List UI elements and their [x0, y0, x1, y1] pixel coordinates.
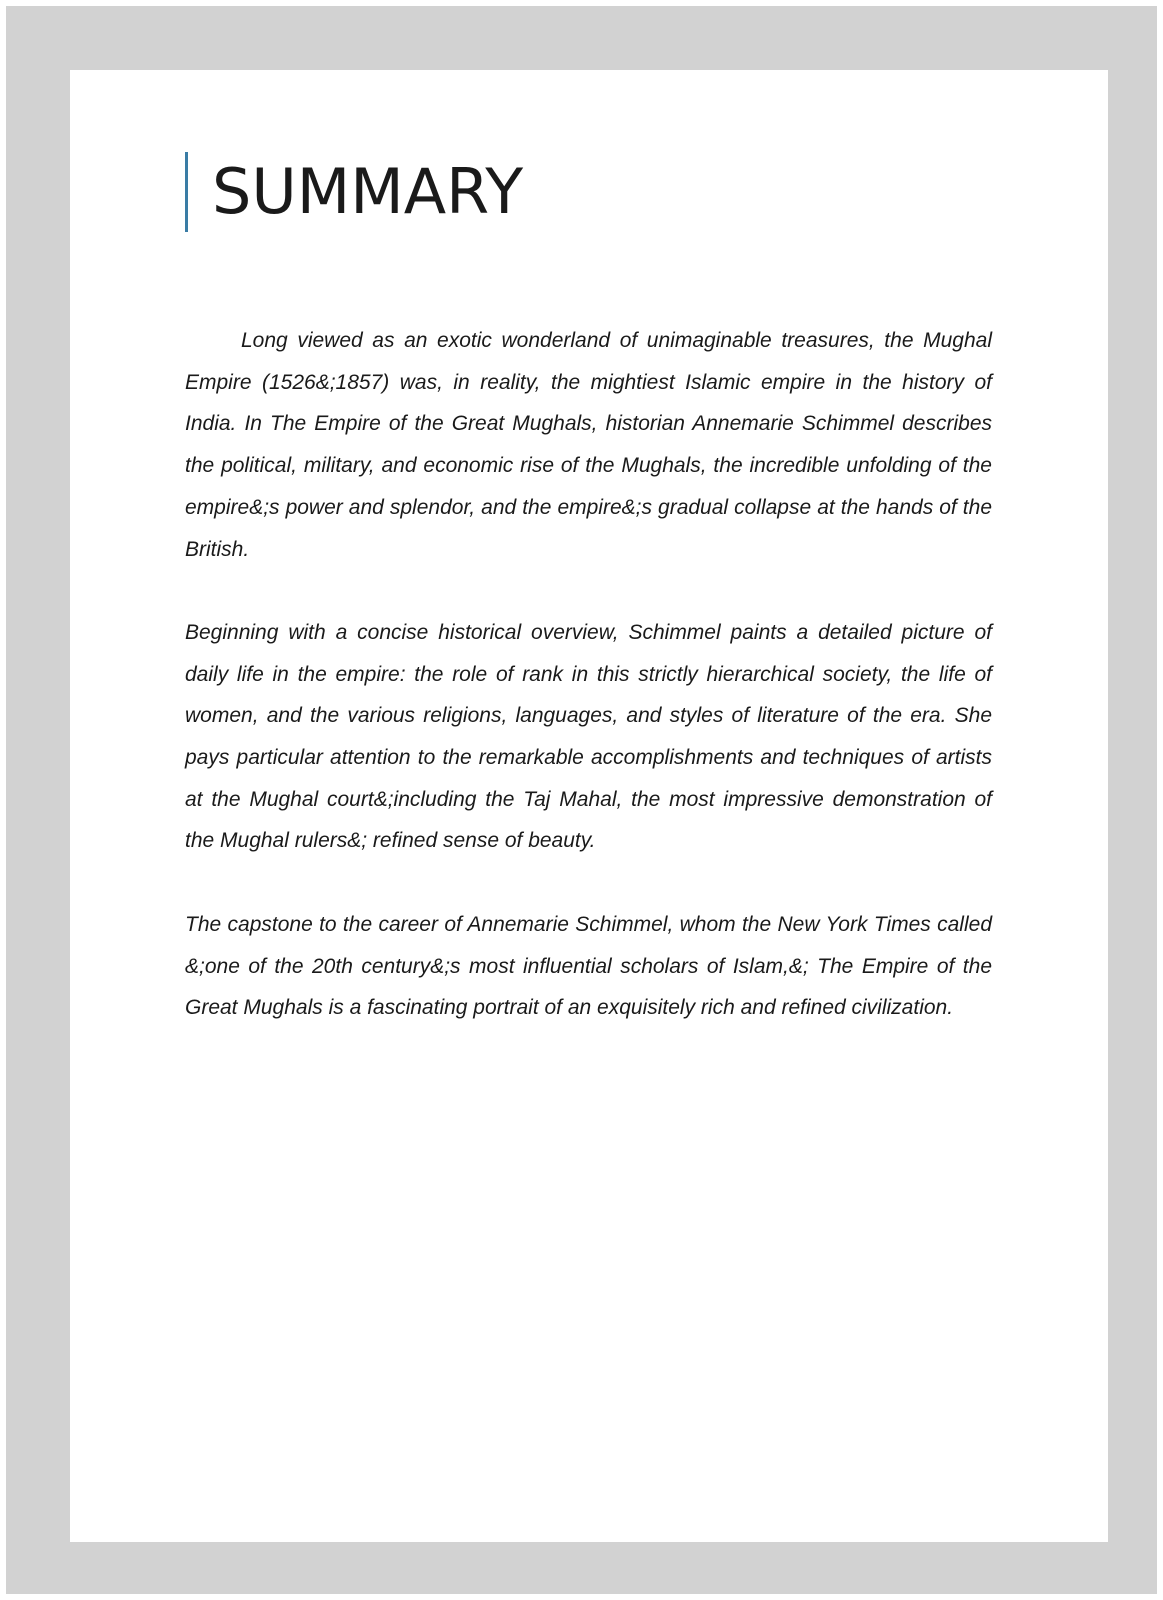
document-page [70, 70, 1108, 1542]
paragraph-1: Long viewed as an exotic wonderland of unimaginable treasures, the Mughal Empire (1526&;1857) was, in reality, the mightiest Islamic empire in the history of India. In The Empire of the Great Mughals, historian Annemarie Schimmel describes the political, military, and economic rise of the Mughals, the incredible unfolding of the empire&;s power and splendor, and the empire&;s gradual collapse at the hands of the British. [185, 329, 992, 561]
summary-body [185, 320, 992, 1071]
page-border-frame [6, 6, 1157, 1594]
page-title: SUMMARY [212, 155, 524, 228]
heading-accent-bar [185, 152, 188, 232]
paragraph-2: Beginning with a concise historical overview, Schimmel paints a detailed picture of daily life in the empire: the role of rank in this strictly hierarchical society, the life of women, and the various religions, languages, and styles of literature of the era. She pays particular attention to the remarkable accomplishments and techniques of artists at the Mughal court&;including the Taj Mahal, the most impressive demonstration of the Mughal rulers&; refined sense of beauty. [185, 620, 992, 853]
summary-heading [185, 152, 523, 232]
paragraph-3: The capstone to the career of Annemarie Schimmel, whom the New York Times called &;one of the 20th century&;s most influential scholars of Islam,&; The Empire of the Great Mughals is a fascinating portrait of an exquisitely rich and refined civilization. [185, 912, 992, 1020]
